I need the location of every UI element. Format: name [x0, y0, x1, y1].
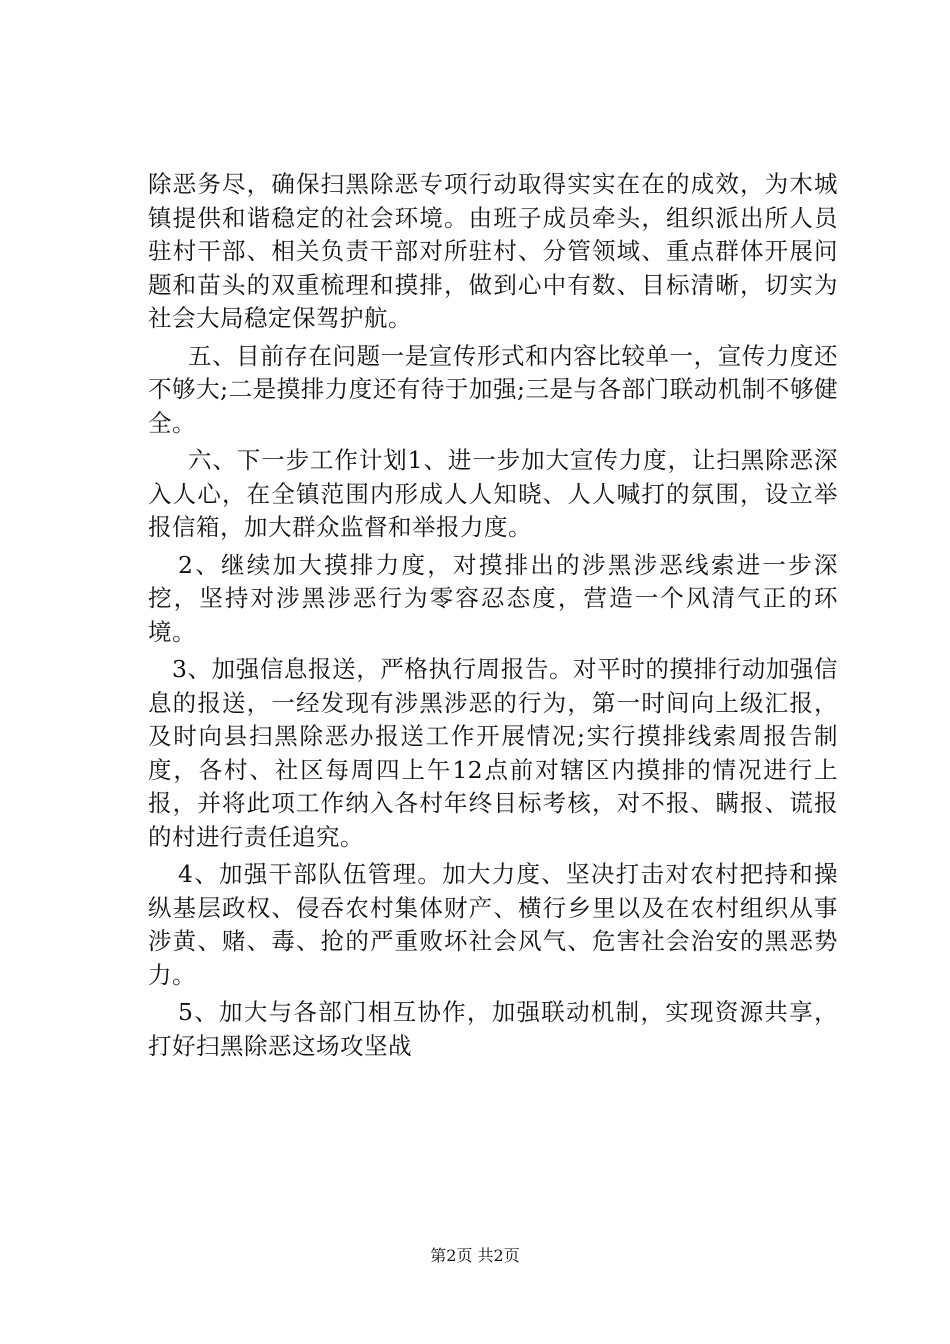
paragraph-next-plan: 六、下一步工作计划1、进一步加大宣传力度，让扫黑除恶深入人心，在全镇范围内形成人人知晓、人人喊打的氛围，设立举报信箱，加大群众监督和举报力度。: [148, 446, 838, 541]
paragraph-plan-item-4: 4、加强干部队伍管理。加大力度、坚决打击对农村把持和操纵基层政权、侵吞农村集体财产、横行乡里以及在农村组织从事涉黄、赌、毒、抢的严重败坏社会风气、危害社会治安的黑恶势力。: [148, 860, 838, 989]
paragraph-continuation: 除恶务尽，确保扫黑除恶专项行动取得实实在在的成效，为木城镇提供和谐稳定的社会环境。由班子成员牵头，组织派出所人员驻村干部、相关负责干部对所驻村、分管领域、重点群体开展问题和苗头的双重梳理和摸排，做到心中有数、目标清晰，切实为社会大局稳定保驾护航。: [148, 170, 838, 332]
paragraph-plan-item-2: 2、继续加大摸排力度，对摸排出的涉黑涉恶线索进一步深挖，坚持对涉黑涉恶行为零容忍态度，营造一个风清气正的环境。: [148, 550, 838, 646]
document-body: [148, 168, 838, 1067]
paragraph-plan-item-5: 5、加大与各部门相互协作，加强联动机制，实现资源共享，打好扫黑除恶这场攻坚战: [148, 998, 838, 1060]
paragraph-current-problems: 五、目前存在问题一是宣传形式和内容比较单一，宣传力度还不够大;二是摸排力度还有待于加强;三是与各部门联动机制不够健全。: [148, 341, 838, 437]
page-footer: 第2页 共2页: [430, 1246, 520, 1265]
paragraph-plan-item-3: 3、加强信息报送，严格执行周报告。对平时的摸排行动加强信息的报送，一经发现有涉黑涉恶的行为，第一时间向上级汇报，及时向县扫黑除恶办报送工作开展情况;实行摸排线索周报告制度，各村、社区每周四上午12点前对辖区内摸排的情况进行上报，并将此项工作纳入各村年终目标考核，对不报、瞒报、谎报的村进行责任追究。: [148, 655, 838, 851]
